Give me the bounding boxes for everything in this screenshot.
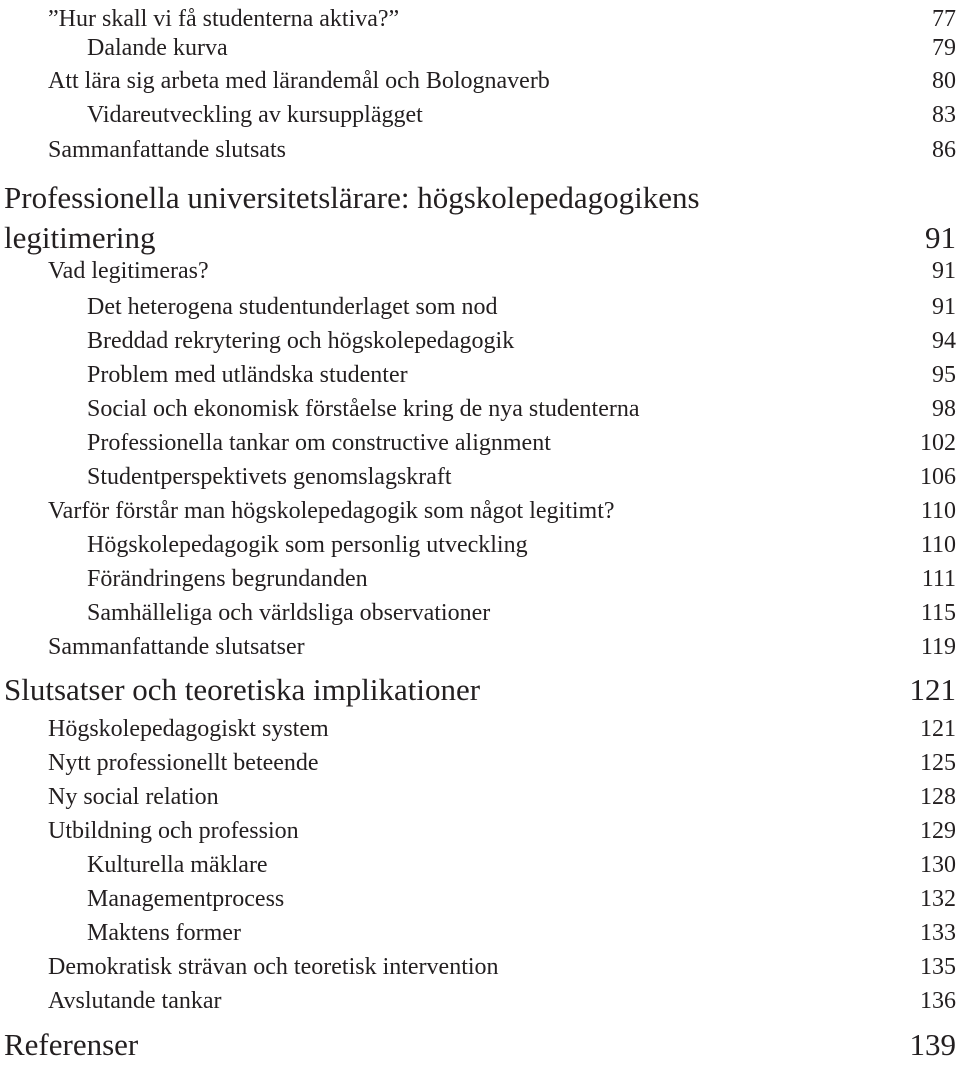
toc-entry-title: Vidareutveckling av kursupplägget [87, 102, 423, 128]
toc-section [0, 984, 960, 1018]
toc-entry-title: Varför förstår man högskolepedagogik som något legitimt? [48, 498, 615, 524]
toc-entry-title: Demokratisk strävan och teoretisk intervention [48, 954, 499, 980]
toc-subsection [0, 848, 960, 882]
toc-section [0, 746, 960, 780]
toc-section [0, 254, 960, 288]
toc-entry-title: Högskolepedagogik som personlig utveckling [87, 532, 528, 558]
toc-page-number: 98 [932, 396, 956, 422]
toc-section [0, 133, 960, 167]
toc-chapter [0, 181, 960, 215]
toc-entry-title: Utbildning och profession [48, 818, 299, 844]
toc-entry-title: Professionella tankar om constructive alignment [87, 430, 551, 456]
toc-subsection [0, 916, 960, 950]
toc-page-number: 139 [909, 1027, 956, 1062]
toc-entry-title: Dalande kurva [87, 35, 228, 61]
toc-section [0, 950, 960, 984]
toc-subsection [0, 562, 960, 596]
toc-subsection [0, 324, 960, 358]
toc-entry-title: Referenser [4, 1027, 139, 1062]
toc-section [0, 814, 960, 848]
toc-entry-title: Sammanfattande slutsats [48, 137, 286, 163]
toc-page-number: 132 [920, 886, 956, 912]
toc-page-number: 91 [932, 258, 956, 284]
toc-page-number: 110 [920, 532, 956, 558]
toc-subsection [0, 528, 960, 562]
toc-section [0, 494, 960, 528]
toc-page-number: 106 [920, 464, 956, 490]
toc-entry-title: Studentperspektivets genomslagskraft [87, 464, 452, 490]
toc-entry-title: Samhälleliga och världsliga observationer [87, 600, 491, 626]
toc-entry-title: Maktens former [87, 920, 241, 946]
toc-entry-title: legitimering [4, 220, 156, 255]
toc-entry-title: ”Hur skall vi få studenterna aktiva?” [48, 6, 400, 32]
toc-page-number: 83 [932, 102, 956, 128]
toc-page-number: 79 [932, 35, 956, 61]
toc-page-number: 111 [921, 566, 956, 592]
toc-entry-title: Vad legitimeras? [48, 258, 209, 284]
toc-entry-title: Professionella universitetslärare: högskolepedagogikens [4, 180, 700, 215]
toc-entry-title: Kulturella mäklare [87, 852, 268, 878]
toc-subsection [0, 882, 960, 916]
toc-section [0, 712, 960, 746]
toc-chapter [0, 1028, 960, 1062]
toc-page-number: 135 [920, 954, 956, 980]
toc-entry-title: Managementprocess [87, 886, 285, 912]
toc-subsection [0, 426, 960, 460]
toc-entry-title: Slutsatser och teoretiska implikationer [4, 672, 481, 707]
toc-page-number: 136 [920, 988, 956, 1014]
toc-chapter [0, 221, 960, 255]
toc-section [0, 630, 960, 664]
toc-subsection [0, 290, 960, 324]
toc-entry-title: Avslutande tankar [48, 988, 222, 1014]
toc-page-number: 119 [920, 634, 956, 660]
toc-entry-title: Social och ekonomisk förståelse kring de nya studenterna [87, 396, 640, 422]
toc-entry-title: Ny social relation [48, 784, 219, 810]
toc-entry-title: Sammanfattande slutsatser [48, 634, 305, 660]
toc-page-number: 121 [920, 716, 956, 742]
toc-page-number: 130 [920, 852, 956, 878]
toc-page-number: 86 [932, 137, 956, 163]
toc-subsection [0, 31, 960, 65]
toc-page-number: 102 [920, 430, 956, 456]
toc-page-number: 128 [920, 784, 956, 810]
toc-page-number: 91 [925, 220, 956, 255]
toc-chapter [0, 673, 960, 707]
toc-page-number: 129 [920, 818, 956, 844]
toc-entry-title: Högskolepedagogiskt system [48, 716, 329, 742]
toc-page-number: 133 [920, 920, 956, 946]
toc-entry-title: Nytt professionellt beteende [48, 750, 319, 776]
toc-entry-title: Problem med utländska studenter [87, 362, 408, 388]
toc-page-number: 115 [920, 600, 956, 626]
toc-page-number: 91 [932, 294, 956, 320]
toc-subsection [0, 358, 960, 392]
toc-entry-title: Breddad rekrytering och högskolepedagogik [87, 328, 515, 354]
toc-page-number: 110 [920, 498, 956, 524]
toc-subsection [0, 98, 960, 132]
toc-page-number: 121 [909, 672, 956, 707]
toc-page-number: 94 [932, 328, 956, 354]
toc-page-number: 125 [920, 750, 956, 776]
toc-entry-title: Att lära sig arbeta med lärandemål och Bolognaverb [48, 68, 550, 94]
toc-section [0, 64, 960, 98]
toc-section [0, 780, 960, 814]
toc-subsection [0, 392, 960, 426]
toc-subsection [0, 596, 960, 630]
toc-page-number: 95 [932, 362, 956, 388]
toc-subsection [0, 460, 960, 494]
toc-entry-title: Det heterogena studentunderlaget som nod [87, 294, 498, 320]
toc-page-number: 77 [932, 6, 956, 32]
toc-page-number: 80 [932, 68, 956, 94]
toc-entry-title: Förändringens begrundanden [87, 566, 368, 592]
